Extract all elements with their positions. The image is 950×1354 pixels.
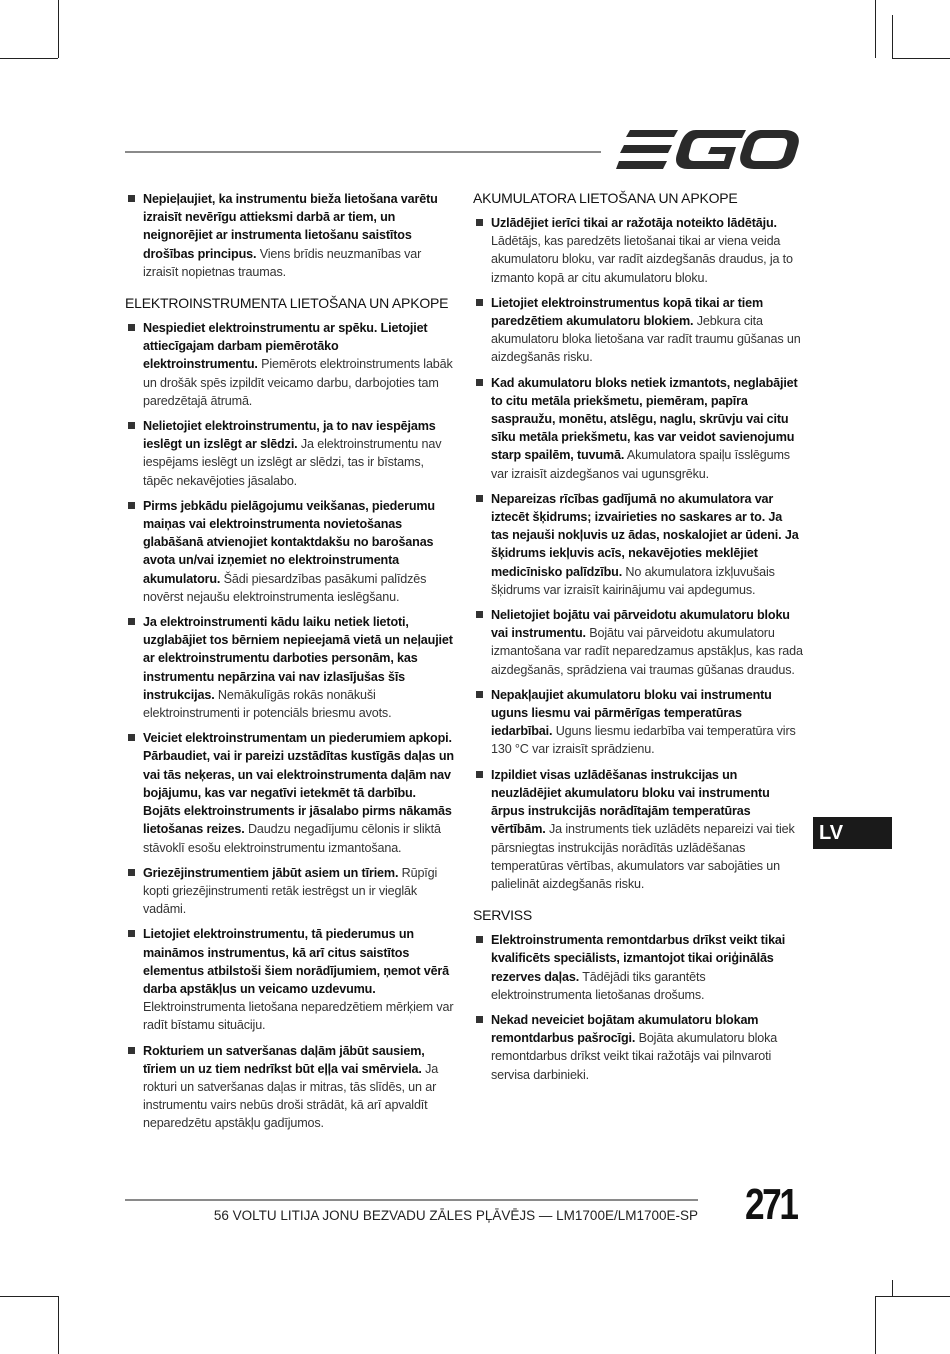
bullet-bold-text: Lietojiet elektroinstrumentu, tā piederumus un maināmos instrumentus, kā arī citus saistītos elementus atbilstoši šiem norādījumiem, ņemot vērā darba apstākļus un veicamo uzdevumu. xyxy=(143,927,450,996)
bullet-square-icon xyxy=(128,502,135,509)
page-number: 271 xyxy=(745,1180,797,1229)
bullet-normal-text: Šādi piesardzības pasākumi palīdzēs novērst nejaušu elektroinstrumenta ieslēgšanu. xyxy=(143,571,427,604)
section-title-battery-use: AKUMULATORA LIETOŠANA UN APKOPE xyxy=(473,190,738,206)
left-column xyxy=(125,190,455,1140)
power-tool-use-bullets xyxy=(125,319,455,1133)
bullet-bold-text: Nepakļaujiet akumulatoru bloku vai instrumentu uguns liesmu vai pārmērīgas temperatūras iedarbībai. xyxy=(491,687,772,739)
service-bullets xyxy=(473,931,803,1084)
bullet-bold-text: Nelietojiet elektroinstrumentu, ja to nav iespējams ieslēgt un izslēgt ar slēdzi. xyxy=(143,419,436,452)
bullet-normal-text: Piemērots elektroinstruments labāk un drošāk spēs izpildīt veicamo darbu, darbojoties tam paredzētajā ātrumā. xyxy=(143,357,453,408)
crop-mark-top-right-v2 xyxy=(892,15,893,59)
bullet-item xyxy=(125,190,455,281)
bullet-item xyxy=(473,1011,803,1084)
battery-use-bullets xyxy=(473,214,803,893)
bullet-item xyxy=(473,374,803,483)
footer-product-title: 56 VOLTU LITIJA JONU BEZVADU ZĀLES PĻĀVĒJS — LM1700E/LM1700E-SP xyxy=(213,1208,698,1223)
bullet-normal-text: Elektroinstrumenta lietošana neparedzētiem mērķiem var radīt bīstamu situāciju. xyxy=(143,1000,454,1033)
bullet-bold-text: Griezējinstrumentiem jābūt asiem un tīriem. xyxy=(143,865,399,880)
bullet-item xyxy=(473,686,803,759)
crop-mark-top-left-h xyxy=(0,58,58,59)
bullet-bold-text: Nelietojiet bojātu vai pārveidotu akumulatoru bloku vai instrumentu. xyxy=(491,608,790,641)
bullet-item xyxy=(125,319,455,410)
bullet-bold-text: Uzlādējiet ierīci tikai ar ražotāja noteikto lādētāju. xyxy=(491,216,777,230)
bullet-item xyxy=(473,606,803,679)
bullet-normal-text: Rūpīgi kopti griezējinstrumenti retāk iestrēgst un ir vieglāk vadāmi. xyxy=(143,865,438,917)
bullet-normal-text: Akumulatora spaiļu īsslēgums var izraisīt aizdegšanos vai ugunsgrēku. xyxy=(491,448,790,481)
right-column xyxy=(473,190,803,1091)
crop-mark-bottom-right-v xyxy=(875,1296,876,1354)
crop-mark-bottom-left-v xyxy=(58,1296,59,1354)
bullet-item xyxy=(473,294,803,367)
bullet-normal-text: Tādējādi tiks garantēts elektroinstrumenta lietošanas drošums. xyxy=(491,969,706,1002)
intro-bullets xyxy=(125,190,455,281)
header-rule xyxy=(125,151,601,153)
crop-mark-top-left-v xyxy=(58,0,59,58)
bullet-normal-text: Ja rokturi un satveršanas daļas ir mitras, tās slīdēs, un ar instrumentu vairs nebūs droši strādāt, kā arī apvaldīt neparedzētu apstākļu gadījumos. xyxy=(143,1061,439,1131)
bullet-normal-text: Bojāta akumulatoru bloka remontdarbus drīkst veikt tikai ražotājs vai pilnvaroti servisa darbinieki. xyxy=(491,1031,778,1082)
bullet-normal-text: Ja elektroinstrumentu nav iespējams ieslēgt un izslēgt ar slēdzi, tas ir bīstams, tāpēc nekavējoties jāsalabo. xyxy=(143,437,442,488)
bullet-item xyxy=(125,497,455,606)
bullet-square-icon xyxy=(476,771,483,778)
crop-mark-top-right-v xyxy=(875,0,876,58)
bullet-bold-text: Veiciet elektroinstrumentam un piederumiem apkopi. Pārbaudiet, vai ir pareizi uzstādītas kustīgās daļas un vai tās neķeras, un vai elektroinstrumenta daļām nav bojājumu, kas var negatīvi ietekmēt tā darbību. Bojāts elektroinstruments ir jāsalabo pirms nākamās lietošanas reizes. xyxy=(143,731,454,837)
bullet-normal-text: No akumulatora izkļuvušais šķidrums var izraisīt kairinājumu vai apdegumus. xyxy=(491,564,775,597)
bullet-item xyxy=(125,729,455,856)
bullet-item xyxy=(125,864,455,919)
bullet-bold-text: Ja elektroinstrumenti kādu laiku netiek lietoti, uzglabājiet tos bērniem nepieejamā vietā un neļaujiet ar elektroinstrumentu darboties personām, kas instrumentu nepārzina vai nav izlasījušas šīs instrukcijas. xyxy=(143,615,453,702)
section-title-power-tool-use: ELEKTROINSTRUMENTA LIETOŠANA UN APKOPE xyxy=(125,295,449,312)
crop-mark-bottom-right-h xyxy=(875,1296,950,1297)
bullet-bold-text: Nekad neveiciet bojātam akumulatoru blokam remontdarbus pašrocīgi. xyxy=(491,1012,759,1046)
section-title-service: SERVISS xyxy=(473,907,533,924)
bullet-item xyxy=(125,925,455,1034)
bullet-normal-text: Lādētājs, kas paredzēts lietošanai tikai ar viena veida akumulatoru bloku, var radīt aizdegšanās draudus, ja to izmanto kopā ar citu akumulatoru bloku. xyxy=(491,234,793,285)
bullet-normal-text: Uguns liesmu iedarbība vai temperatūra virs 130 °C var izraisīt sprādzienu. xyxy=(491,724,796,757)
bullet-square-icon xyxy=(476,495,483,502)
bullet-item xyxy=(473,214,803,287)
bullet-square-icon xyxy=(476,1016,483,1023)
bullet-item xyxy=(125,613,455,722)
bullet-normal-text: Daudzu negadījumu cēlonis ir sliktā stāvoklī esošu elektroinstrumentu izmantošana. xyxy=(143,822,441,855)
bullet-bold-text: Nepieļaujiet, ka instrumentu bieža lietošana varētu izraisīt nevērīgu attieksmi darbā ar tiem, un neignorējiet ar instrumenta lietošanu saistītos drošības principus. xyxy=(143,192,438,261)
language-tab: LV xyxy=(813,817,892,849)
bullet-item xyxy=(125,1042,455,1133)
bullet-item xyxy=(473,931,803,1004)
bullet-square-icon xyxy=(128,1047,135,1054)
bullet-item xyxy=(473,766,803,893)
crop-mark-top-right-h xyxy=(892,58,950,59)
bullet-normal-text: Ja instruments tiek uzlādēts nepareizi vai tiek pārsniegtas instrukcijās norādītās uzlādēšanas temperatūras vērtības, akumulators var sabojāties un palielināt aizdegšanās risku. xyxy=(491,822,795,891)
bullet-square-icon xyxy=(128,195,135,202)
bullet-bold-text: Lietojiet elektroinstrumentus kopā tikai ar tiem paredzētiem akumulatoru blokiem. xyxy=(491,295,764,329)
bullet-square-icon xyxy=(476,936,483,943)
bullet-bold-text: Kad akumulatoru bloks netiek izmantots, neglabājiet to citu metāla priekšmetu, piemēram, papīra saspraužu, monētu, atslēgu, naglu, skrūvju vai citu sīku metāla priekšmetu, kas var veidot savienojumu starp spailēm, tuvumā. xyxy=(491,375,798,463)
bullet-square-icon xyxy=(128,869,135,876)
bullet-square-icon xyxy=(476,219,483,226)
bullet-bold-text: Pirms jebkādu pielāgojumu veikšanas, piederumu maiņas vai elektroinstrumenta novietošanas glabāšanā atvienojiet kontaktdakšu no barošanas avota un/vai izņemiet no elektroinstrumenta akumulatoru. xyxy=(143,498,435,586)
bullet-normal-text: Viens brīdis neuzmanības var izraisīt nopietnas traumas. xyxy=(143,246,422,279)
bullet-item xyxy=(473,490,803,599)
bullet-square-icon xyxy=(128,930,135,937)
bullet-bold-text: Elektroinstrumenta remontdarbus drīkst veikt tikai kvalificēts speciālists, izmantojot tikai oriģinālās rezerves daļas. xyxy=(491,933,786,984)
bullet-square-icon xyxy=(476,691,483,698)
crop-mark-bottom-left-h xyxy=(0,1296,58,1297)
ego-logo xyxy=(616,128,800,172)
crop-mark-bottom-right-v2 xyxy=(892,1280,893,1296)
footer-rule xyxy=(125,1199,698,1201)
bullet-square-icon xyxy=(128,734,135,741)
bullet-square-icon xyxy=(128,618,135,625)
bullet-bold-text: Izpildiet visas uzlādēšanas instrukcijas un neuzlādējiet akumulatoru bloku vai instrumentu ārpus instrukcijās norādītajām temperatūras vērtībām. xyxy=(491,767,770,837)
bullet-item xyxy=(125,417,455,490)
bullet-normal-text: Bojātu vai pārveidotu akumulatoru izmantošana var radīt neparedzamus apstākļus, kas rada aizdegšanās, sprādziena vai traumas gūšanas draudus. xyxy=(491,626,803,677)
bullet-square-icon xyxy=(128,422,135,429)
bullet-square-icon xyxy=(128,324,135,331)
bullet-normal-text: Jebkura cita akumulatoru bloka lietošana var radīt traumu gūšanas un aizdegšanās risku. xyxy=(491,314,801,365)
bullet-bold-text: Rokturiem un satveršanas daļām jābūt sausiem, tīriem un uz tiem nedrīkst būt eļļa vai smērviela. xyxy=(143,1043,425,1076)
bullet-square-icon xyxy=(476,611,483,618)
bullet-square-icon xyxy=(476,379,483,386)
bullet-normal-text: Nemākulīgās rokās nonākuši elektroinstrumenti ir potenciāls briesmu avots. xyxy=(143,687,392,721)
bullet-bold-text: Nespiediet elektroinstrumentu ar spēku. Lietojiet attiecīgajam darbam piemērotāko elektroinstrumentu. xyxy=(143,321,428,372)
bullet-bold-text: Nepareizas rīcības gadījumā no akumulatora var iztecēt šķidrums; izvairieties no saskares ar to. Ja tas nejauši nokļuvis uz ādas, noskalojiet ar ūdeni. Ja šķidrums iekļuvis acīs, nekavējoties meklējiet medicīnisko palīdzību. xyxy=(491,491,799,579)
bullet-square-icon xyxy=(476,299,483,306)
